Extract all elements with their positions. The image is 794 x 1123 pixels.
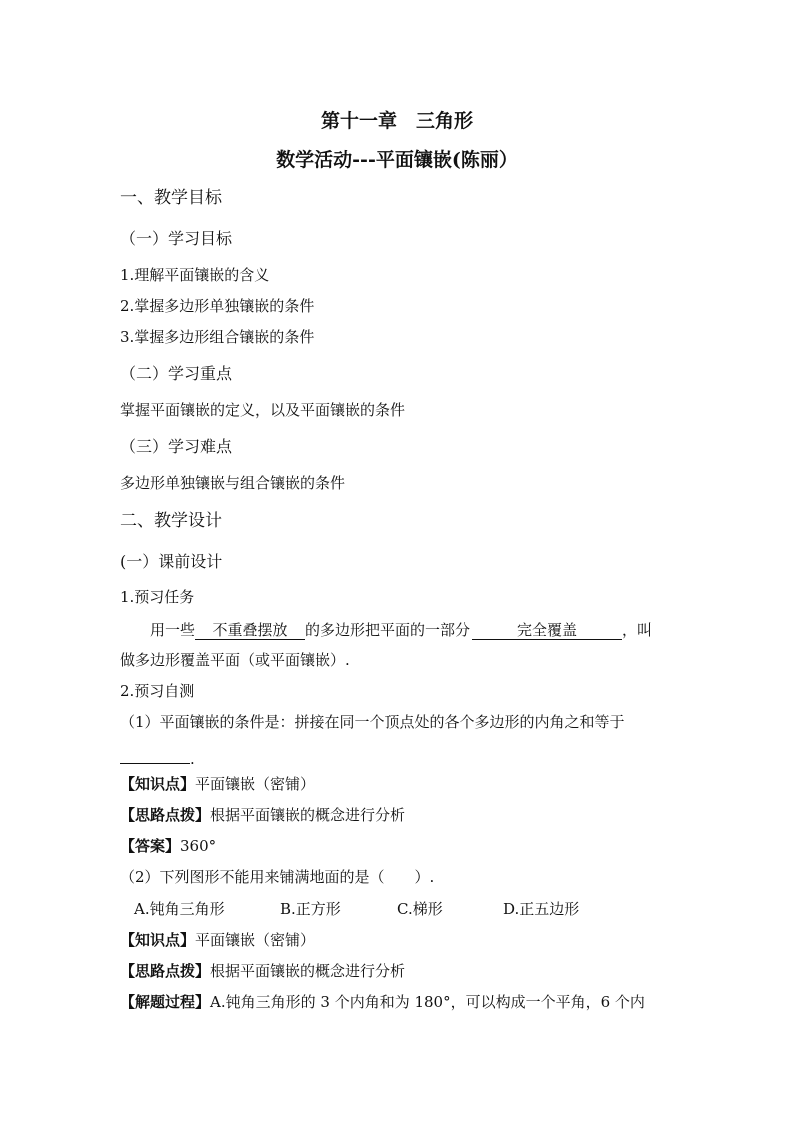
option-c: C.梯形 (397, 900, 443, 918)
preview-task-line (150, 622, 652, 640)
section-heading-objectives: 一、教学目标 (120, 188, 222, 208)
option-d: D.正五边形 (503, 900, 580, 918)
question-1-text: （1）平面镶嵌的条件是：拼接在同一个顶点处的各个多边形的内角之和等于 (120, 713, 625, 731)
question-1-end: . (190, 750, 195, 768)
chapter-title: 第十一章 三角形 (320, 110, 473, 132)
hint-label: 【思路点拨】 (120, 806, 211, 824)
subheading-key-points: （二）学习重点 (120, 364, 233, 383)
difficulties-text: 多边形单独镶嵌与组合镶嵌的条件 (120, 474, 346, 492)
objective-1: 1.理解平面镶嵌的含义 (120, 266, 270, 284)
preview-task-line-2: 做多边形覆盖平面（或平面镶嵌）. (120, 651, 350, 669)
knowledge-point-label: 【知识点】 (120, 931, 196, 949)
question-2-text: （2）下列图形不能用来铺满地面的是（ ）. (120, 868, 435, 886)
subheading-learning-goals: （一）学习目标 (120, 229, 233, 248)
preview-task-label: 1.预习任务 (120, 588, 195, 606)
hint-text: 根据平面镶嵌的概念进行分析 (210, 806, 406, 824)
knowledge-point-1 (120, 777, 315, 792)
task-text-c: ，叫 (622, 621, 653, 639)
solution-text: A.钝角三角形的 3 个内角和为 180°，可以构成一个平角，6 个内 (210, 993, 645, 1011)
key-points-text: 掌握平面镶嵌的定义，以及平面镶嵌的条件 (120, 401, 406, 419)
task-text-b: 的多边形把平面的一部分 (305, 621, 471, 639)
knowledge-point-2 (120, 933, 315, 948)
solution-process (120, 995, 645, 1010)
subheading-difficulties: （三）学习难点 (120, 437, 233, 456)
fill-blank-2: 完全覆盖 (472, 622, 622, 640)
task-text-a: 用一些 (150, 621, 196, 639)
hint-label: 【思路点拨】 (120, 962, 211, 980)
knowledge-point-label: 【知识点】 (120, 775, 196, 793)
option-b: B.正方形 (280, 900, 341, 918)
hint-text: 根据平面镶嵌的概念进行分析 (210, 962, 406, 980)
subheading-preclass: (一）课前设计 (120, 552, 223, 571)
fill-blank-1: 不重叠摆放 (195, 622, 305, 640)
answer-blank (120, 746, 190, 764)
lesson-title: 数学活动---平面镶嵌(陈丽） (276, 149, 518, 171)
objective-2: 2.掌握多边形单独镶嵌的条件 (120, 297, 315, 315)
option-a: A.钝角三角形 (134, 900, 225, 918)
knowledge-point-text: 平面镶嵌（密铺） (195, 775, 316, 793)
question-1-answer-line (120, 746, 195, 767)
hint-1 (120, 808, 405, 823)
objective-3: 3.掌握多边形组合镶嵌的条件 (120, 328, 315, 346)
knowledge-point-text: 平面镶嵌（密铺） (195, 931, 316, 949)
answer-text: 360° (180, 837, 217, 855)
answer-label: 【答案】 (120, 837, 181, 855)
solution-label: 【解题过程】 (120, 993, 211, 1011)
self-test-label: 2.预习自测 (120, 682, 195, 700)
answer-1 (120, 839, 216, 854)
hint-2 (120, 964, 405, 979)
section-heading-design: 二、教学设计 (120, 511, 222, 531)
